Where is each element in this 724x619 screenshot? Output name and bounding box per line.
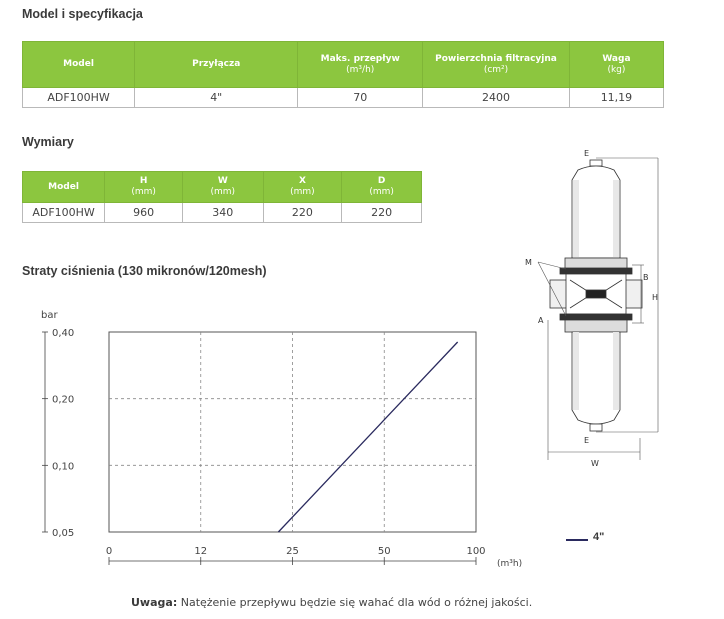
spec-cell-model: ADF100HW [23, 88, 135, 108]
y-tick-label: 0,10 [52, 461, 75, 473]
y-tick-label: 0,40 [52, 328, 75, 339]
series-line [278, 342, 457, 532]
chart-grid [109, 332, 476, 532]
dim-label-b: B [643, 273, 649, 282]
dim-label-a: A [538, 316, 544, 325]
spec-header-model: Model [23, 42, 135, 88]
spec-cell-connections: 4" [135, 88, 298, 108]
dim-header-w: W (mm) [183, 172, 264, 203]
dim-cell-model: ADF100HW [23, 203, 105, 223]
dim-cell-w: 340 [183, 203, 264, 223]
dim-label-h: H [652, 293, 659, 302]
spec-header-filter-area: Powierzchnia filtracyjna (cm²) [423, 42, 570, 88]
dim-label-w: W [591, 459, 599, 468]
x-tick-label: 50 [377, 546, 391, 557]
y-tick-label: 0,20 [52, 394, 75, 406]
dimensions-section-title: Wymiary [22, 135, 74, 149]
dim-cell-x: 220 [263, 203, 342, 223]
spec-header-weight: Waga (kg) [569, 42, 663, 88]
spec-header-max-flow: Maks. przepływ (m³/h) [298, 42, 423, 88]
chart-series [278, 342, 457, 532]
dim-label-e-top: E [584, 149, 590, 158]
y-axis-label: bar [41, 310, 58, 321]
dim-label-m: M [525, 258, 532, 267]
x-tick-label: 25 [286, 546, 299, 557]
spec-section-title: Model i specyfikacja [22, 7, 143, 21]
legend-swatch [566, 539, 588, 541]
legend-label: 4" [593, 531, 605, 543]
dim-cell-d: 220 [342, 203, 422, 223]
note-label: Uwaga: [131, 596, 178, 609]
spec-cell-weight: 11,19 [569, 88, 663, 108]
dim-header-x: X (mm) [263, 172, 342, 203]
spec-cell-filter-area: 2400 [423, 88, 570, 108]
filter-body [550, 160, 642, 431]
x-tick-label: 0 [105, 546, 113, 557]
spec-header-connections: Przyłącza [135, 42, 298, 88]
x-axis-label: (m³h) [497, 559, 523, 569]
dim-header-d: D (mm) [342, 172, 422, 203]
pressure-loss-section-title: Straty ciśnienia (130 mikronów/120mesh) [22, 264, 267, 278]
dim-header-h: H (mm) [105, 172, 183, 203]
dim-header-model: Model [23, 172, 105, 203]
dim-label-e-bottom: E [584, 436, 590, 445]
note-text: Natężenie przepływu będzie się wahać dla wód o różnej jakości. [180, 596, 533, 609]
x-tick-label: 12 [194, 546, 208, 557]
spec-cell-max-flow: 70 [298, 88, 423, 108]
note [131, 596, 532, 609]
x-tick-label: 100 [466, 546, 486, 557]
filter-dimension-drawing [520, 140, 670, 470]
dim-cell-h: 960 [105, 203, 183, 223]
y-tick-label: 0,05 [52, 528, 75, 539]
